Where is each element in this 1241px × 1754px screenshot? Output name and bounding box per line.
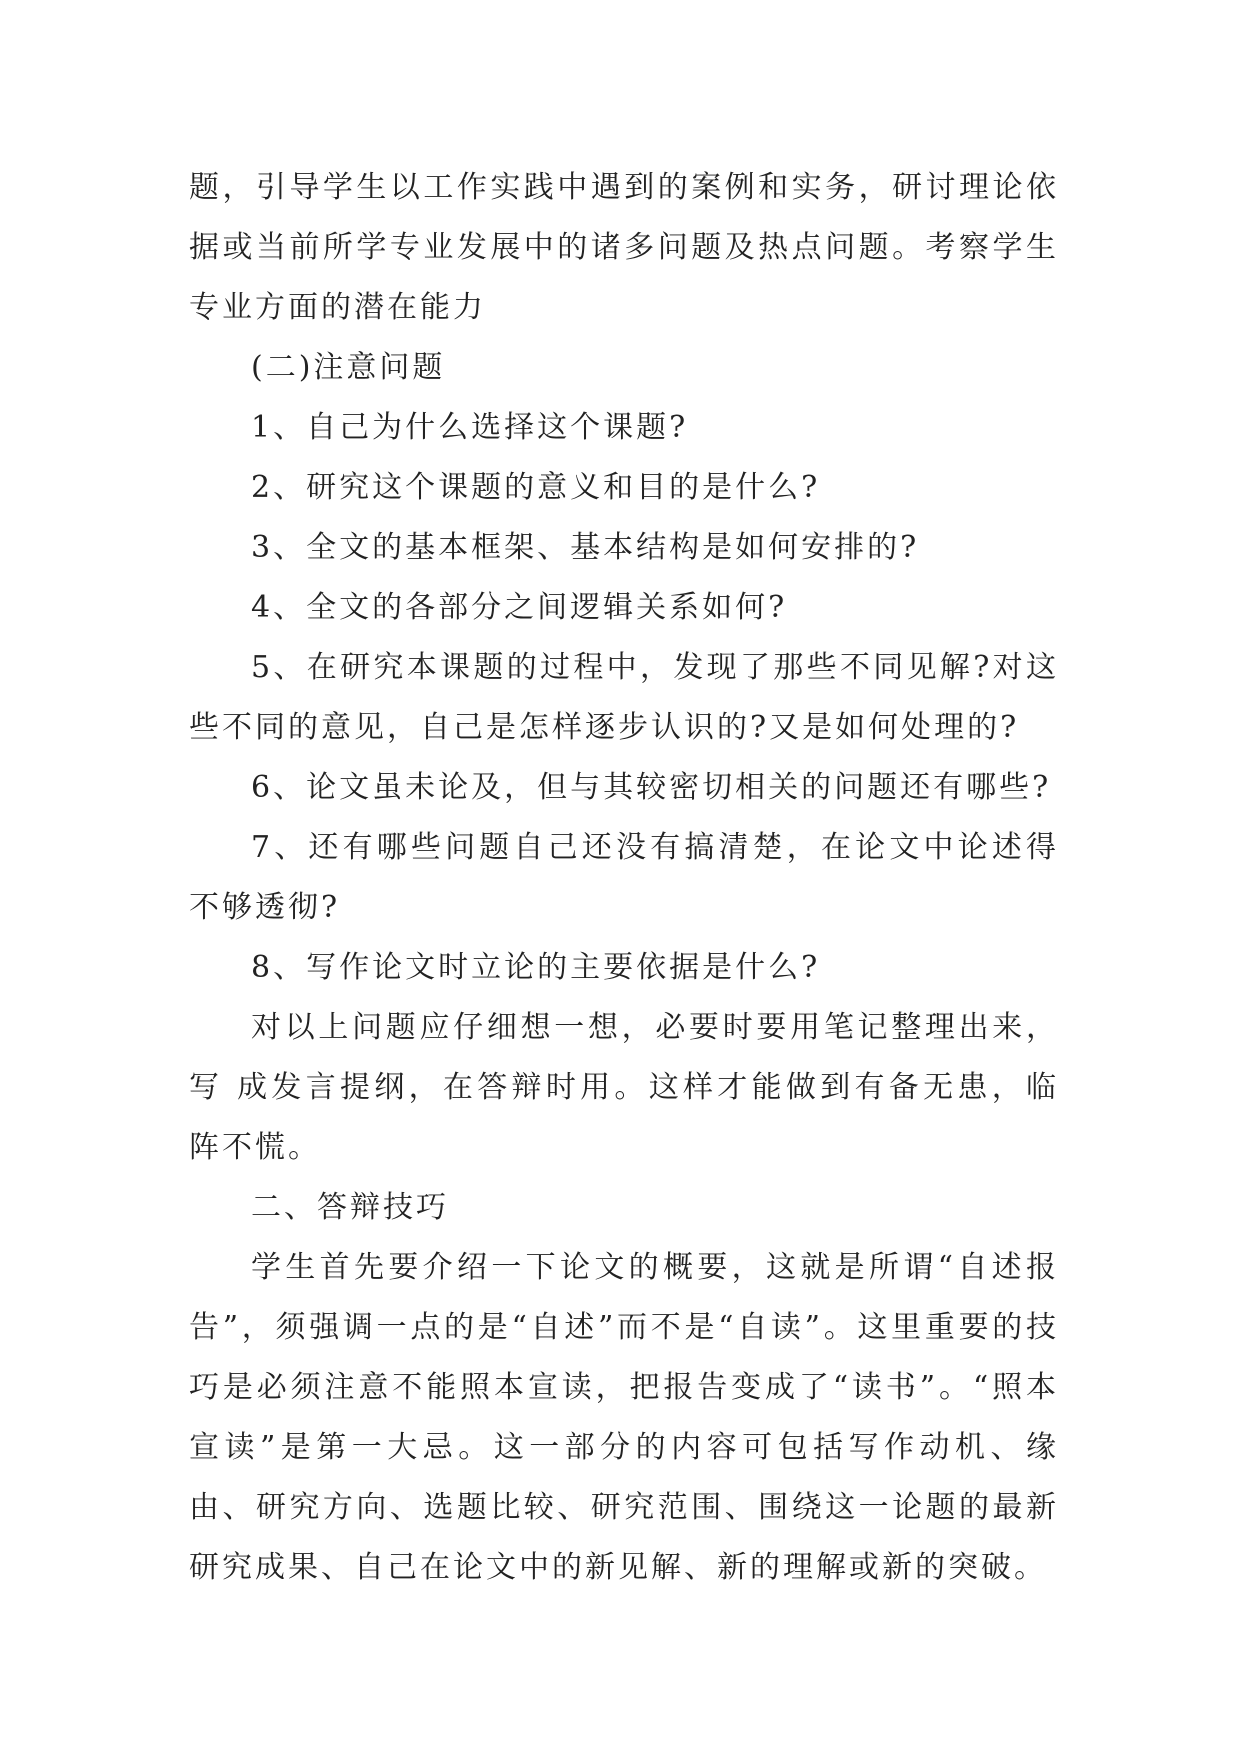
list-item-4: 4、全文的各部分之间逻辑关系如何? [251,590,788,625]
list-item-3: 3、全文的基本框架、基本结构是如何安排的? [251,530,920,565]
list-item-6: 6、论文虽未论及，但与其较密切相关的问题还有哪些? [251,770,1052,805]
list-item-8: 8、写作论文时立论的主要依据是什么? [251,950,821,985]
list-item-2: 2、研究这个课题的意义和目的是什么? [251,470,821,505]
section-heading-attention-issues: (二)注意问题 [251,350,446,385]
paragraph-self-report: 学生首先要介绍一下论文的概要，这就是所谓“自述报告”，须强调一点的是“自述”而不是“自读”。这里重要的技巧是必须注意不能照本宣读，把报告变成了“读书”。“照本宣读”是第一大忌。这一部分的内容可包括写作动机、缘由、研究方向、选题比较、研究范围、围绕这一论题的最新研究成果、自己在论文中的新见解、新的理解或新的突破。 [189,1250,1059,1585]
paragraph-1: 题，引导学生以工作实践中遇到的案例和实务，研讨理论依据或当前所学专业发展中的诸多问题及热点问题。考察学生专业方面的潜在能力 [189,170,1059,325]
list-item-1: 1、自己为什么选择这个课题? [251,410,689,445]
list-item-5: 5、在研究本课题的过程中，发现了那些不同见解?对这些不同的意见，自己是怎样逐步认识的?又是如何处理的? [189,650,1059,745]
document-body [189,158,1059,1598]
list-item-7: 7、还有哪些问题自己还没有搞清楚，在论文中论述得不够透彻? [189,830,1059,925]
paragraph-preparation-advice: 对以上问题应仔细想一想，必要时要用笔记整理出来，写 成发言提纲，在答辩时用。这样才能做到有备无患，临阵不慌。 [189,1010,1059,1165]
section-heading-defense-skills: 二、答辩技巧 [251,1190,449,1225]
